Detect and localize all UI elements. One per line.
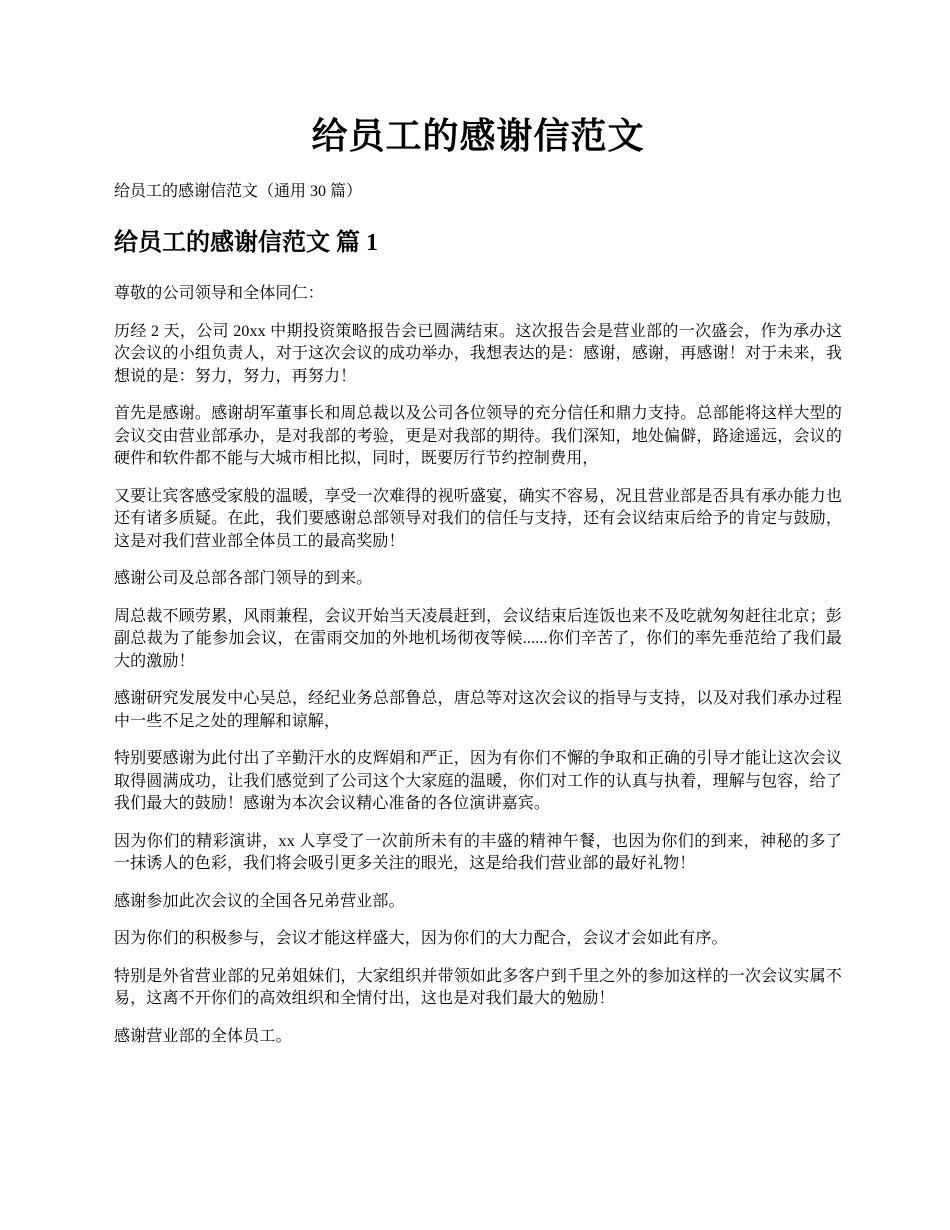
body-paragraph: 特别是外省营业部的兄弟姐妹们，大家组织并带领如此多客户到千里之外的参加这样的一次会议实属不易，这离不开你们的高效组织和全情付出，这也是对我们最大的勉励！: [114, 967, 842, 1007]
body-paragraph: 感谢研究发展发中心吴总，经纪业务总部鲁总，唐总等对这次会议的指导与支持，以及对我们承办过程中一些不足之处的理解和谅解，: [114, 690, 842, 730]
body-paragraph: 因为你们的精彩演讲，xx 人享受了一次前所未有的丰盛的精神午餐，也因为你们的到来，神秘的多了一抹诱人的色彩，我们将会吸引更多关注的眼光，这是给我们营业部的最好礼物！: [114, 832, 842, 872]
body-paragraph: 又要让宾客感受家般的温暖，享受一次难得的视听盛宴，确实不容易，况且营业部是否具有承办能力也还有诸多质疑。在此，我们要感谢总部领导对我们的信任与支持，还有会议结束后给予的肯定与鼓励，这是对我们营业部全体员工的最高奖励！: [114, 487, 842, 550]
body-paragraph: 感谢参加此次会议的全国各兄弟营业部。: [114, 892, 405, 910]
section-heading: 给员工的感谢信范文 篇 1: [114, 230, 378, 256]
body-paragraph: 感谢营业部的全体员工。: [114, 1027, 292, 1045]
body-paragraph: 周总裁不顾劳累，风雨兼程，会议开始当天凌晨赶到，会议结束后连饭也来不及吃就匆匆赶往北京；彭副总裁为了能参加会议，在雷雨交加的外地机场彻夜等候......你们辛苦了，你们的率先垂范给了我们最大的激励！: [114, 607, 842, 670]
salutation-paragraph: 尊敬的公司领导和全体同仁：: [114, 285, 324, 302]
document-subtitle: 给员工的感谢信范文（通用 30 篇）: [114, 183, 363, 200]
document-title: 给员工的感谢信范文: [311, 116, 645, 156]
body-paragraph: 感谢公司及总部各部门领导的到来。: [114, 570, 373, 587]
body-paragraph: 特别要感谢为此付出了辛勤汗水的皮辉娟和严正，因为有你们不懈的争取和正确的引导才能让这次会议取得圆满成功，让我们感觉到了公司这个大家庭的温暖，你们对工作的认真与执着，理解与包容，给了我们最大的鼓励！感谢为本次会议精心准备的各位演讲嘉宾。: [114, 750, 842, 812]
letter-body: [114, 283, 842, 1063]
body-paragraph: 首先是感谢。感谢胡军董事长和周总裁以及公司各位领导的充分信任和鼎力支持。总部能将这样大型的会议交由营业部承办，是对我部的考验，更是对我部的期待。我们深知，地处偏僻，路途遥远，会议的硬件和软件都不能与大城市相比拟，同时，既要厉行节约控制费用，: [114, 405, 842, 467]
body-paragraph: 历经 2 天，公司 20xx 中期投资策略报告会已圆满结束。这次报告会是营业部的一次盛会，作为承办这次会议的小组负责人，对于这次会议的成功举办，我想表达的是：感谢，感谢，再感谢！对于未来，我想说的是：努力，努力，再努力！: [114, 322, 842, 385]
body-paragraph: 因为你们的积极参与，会议才能这样盛大，因为你们的大力配合，会议才会如此有序。: [114, 930, 728, 947]
